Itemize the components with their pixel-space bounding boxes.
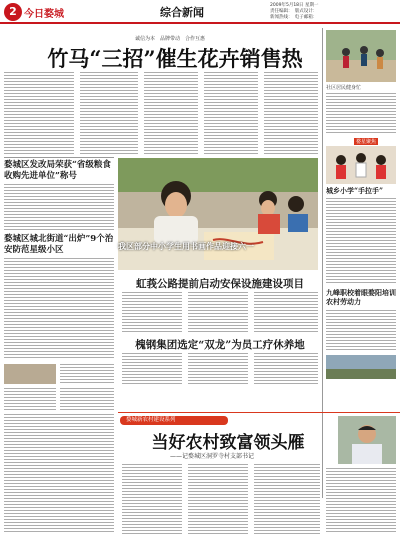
- mid-story-1-body-a: [122, 292, 182, 332]
- lower-left-body-top: [60, 364, 114, 384]
- feature-body-a: [122, 464, 182, 534]
- residents-fitness-photo: [326, 30, 396, 82]
- photo-illustration: [326, 146, 396, 184]
- feature-body-c: [254, 464, 320, 534]
- mid-story-2-body-c: [254, 353, 318, 385]
- feature-subhead: ——记婺城区洞罗寺村支部书记: [170, 453, 255, 460]
- lead-kicker: 诚信为本 品牌带动 合作互惠: [134, 36, 205, 42]
- right-body-1: [326, 93, 396, 133]
- lead-body-col-1: [4, 72, 74, 154]
- right-story-2-headline: 九峰职校着眼婺阳培训农村劳动力: [326, 288, 396, 306]
- lead-headline: 竹马“三招”催生花卉销售热: [47, 46, 303, 71]
- lead-body-col-4: [204, 72, 258, 154]
- lead-body-col-5: [264, 72, 318, 154]
- right-body-3: [326, 310, 396, 352]
- left-story-1-body: [4, 184, 114, 230]
- meta-date: 2009年5月18日 星期一: [270, 3, 319, 8]
- students-photo: [326, 146, 396, 184]
- right-body-2: [326, 198, 396, 284]
- feature-series-badge: 婺城新农村建设系列: [120, 416, 228, 425]
- photo-caption: 我区部分中小学生用书画作品迎接六一: [118, 242, 254, 251]
- photo-illustration: [118, 158, 318, 270]
- mid-story-1-body-b: [188, 292, 248, 332]
- right-story-headline: 城乡小学“手拉手”: [326, 186, 384, 195]
- left-story-2-body: [4, 258, 114, 360]
- lower-left-body-a: [4, 388, 56, 410]
- paper-name: 今日婺城: [24, 9, 64, 20]
- lead-body-col-2: [80, 72, 138, 154]
- mid-story-2-body-b: [188, 353, 248, 385]
- masthead-meta: [270, 3, 318, 21]
- lower-left-photo: [4, 364, 56, 384]
- right-photo-caption: 社区居民健身忙: [326, 85, 362, 91]
- feature-body-d: [326, 468, 396, 534]
- feature-top-rule: [118, 412, 400, 413]
- divider: [4, 157, 114, 158]
- photo-illustration: [338, 416, 396, 464]
- children-painting-photo: [118, 158, 318, 270]
- photo-illustration: [326, 355, 396, 379]
- lower-left-body-b: [60, 388, 114, 410]
- meta-hotline: 新闻热线： 电子邮箱：: [270, 15, 318, 20]
- masthead-rule: [0, 22, 400, 24]
- lower-left-body-c: [4, 414, 114, 534]
- right-small-photo: [326, 355, 396, 379]
- left-story-1-headline: 婺城区发改局荣获“省级粮食收购先进单位”称号: [4, 160, 111, 181]
- left-story-2-headline: 婺城区城北街道“出炉”9个治安防范星级小区: [4, 234, 114, 255]
- mid-story-2-body-a: [122, 353, 182, 385]
- meta-editor: 责任编辑： 版式设计：: [270, 9, 318, 14]
- feature-headline: 当好农村致富领头雁: [151, 433, 305, 453]
- section-title: 综合新闻: [160, 6, 204, 19]
- photo-illustration: [4, 364, 56, 384]
- page-number-badge: 2: [4, 3, 22, 21]
- portrait-photo: [338, 416, 396, 464]
- feature-body-b: [188, 464, 248, 534]
- section-tag: 婺星聚焦: [356, 139, 377, 145]
- mid-story-1-body-c: [254, 292, 318, 332]
- lead-body-col-3: [144, 72, 198, 154]
- mid-story-2-headline: 槐钢集团选定“双龙”为员工疗休养地: [135, 339, 305, 351]
- mid-story-1-headline: 虹莪公路提前启动安保设施建设项目: [136, 278, 304, 290]
- photo-illustration: [326, 30, 396, 82]
